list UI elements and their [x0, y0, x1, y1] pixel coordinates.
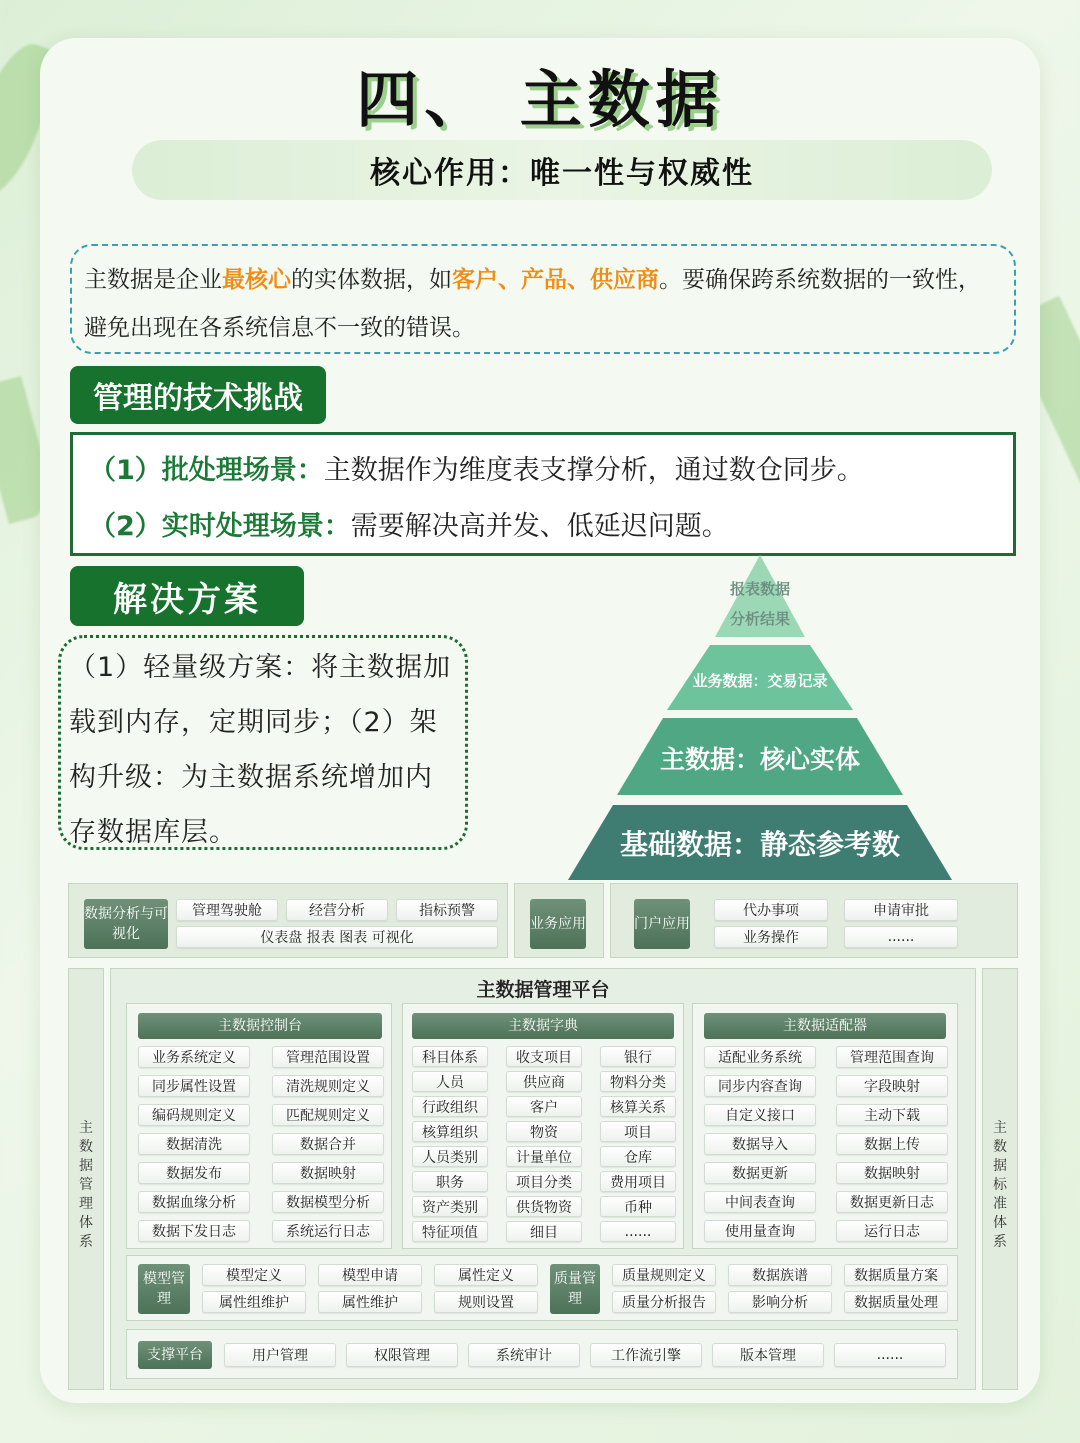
- adapter-item: 数据更新: [704, 1162, 816, 1184]
- analysis-item: 经营分析: [286, 899, 388, 921]
- data-pyramid: [560, 555, 960, 885]
- quality-item: 影响分析: [728, 1291, 832, 1313]
- intro-text: 主数据是企业: [84, 267, 222, 293]
- challenge-item: [89, 499, 997, 555]
- dict-item: 物资: [506, 1121, 582, 1142]
- dict-item: 核算关系: [600, 1096, 676, 1117]
- console-item: 匹配规则定义: [272, 1104, 384, 1126]
- challenge-key: （2）实时处理场景：: [89, 511, 351, 542]
- challenge-value: 需要解决高并发、低延迟问题。: [350, 511, 729, 542]
- left-side-label: 主数据管理体系: [79, 1120, 93, 1250]
- dict-item: 币种: [600, 1196, 676, 1217]
- support-item: 系统审计: [468, 1343, 580, 1367]
- solution-box: （1）轻量级方案：将主数据加载到内存，定期同步；（2）架构升级：为主数据系统增加内存数据库层。: [58, 635, 468, 850]
- adapter-item: 同步内容查询: [704, 1075, 816, 1097]
- dict-item: 特征项值: [412, 1221, 488, 1242]
- dict-item: 人员: [412, 1071, 488, 1092]
- quality-item: 质量分析报告: [612, 1291, 716, 1313]
- console-item: 数据血缘分析: [138, 1191, 250, 1213]
- console-item: 管理范围设置: [272, 1046, 384, 1068]
- intro-highlight: 客户、产品、供应商: [452, 267, 659, 293]
- dict-item: 人员类别: [412, 1146, 488, 1167]
- console-item: 业务系统定义: [138, 1046, 250, 1068]
- console-item: 数据发布: [138, 1162, 250, 1184]
- adapter-item: 中间表查询: [704, 1191, 816, 1213]
- portal-item: 业务操作: [714, 926, 828, 948]
- biz-label: 业务应用: [530, 899, 586, 949]
- challenge-tag: 管理的技术挑战: [70, 366, 326, 424]
- dict-item: 供应商: [506, 1071, 582, 1092]
- support-item: 版本管理: [712, 1343, 824, 1367]
- adapter-item: 适配业务系统: [704, 1046, 816, 1068]
- adapter-item: 运行日志: [836, 1220, 948, 1242]
- adapter-item: 数据上传: [836, 1133, 948, 1155]
- pyramid-label-analysis: 分析结果: [729, 609, 790, 628]
- intro-highlight: 最核心: [222, 267, 291, 293]
- dict-item: 行政组织: [412, 1096, 488, 1117]
- dict-item: 收支项目: [506, 1046, 582, 1067]
- platform-title: 主数据管理平台: [476, 979, 610, 1001]
- adapter-item: 数据映射: [836, 1162, 948, 1184]
- pyramid-label-report: 报表数据: [729, 579, 790, 598]
- dict-item: 职务: [412, 1171, 488, 1192]
- dict-item: 细目: [506, 1221, 582, 1242]
- challenge-box: [70, 432, 1016, 556]
- intro-text: 。要确保跨系统数据的一致性，避免出现在各系统信息不一致的错误。: [84, 267, 981, 341]
- model-item: 属性维护: [318, 1291, 422, 1313]
- dict-item: 项目分类: [506, 1171, 582, 1192]
- model-item: 模型申请: [318, 1264, 422, 1286]
- dict-item: 仓库: [600, 1146, 676, 1167]
- challenge-item: [89, 443, 997, 499]
- support-label: 支撑平台: [138, 1341, 212, 1369]
- model-item: 属性组维护: [202, 1291, 306, 1313]
- architecture-diagram: [68, 883, 1018, 1393]
- quality-item: 质量规则定义: [612, 1264, 716, 1286]
- support-item: 用户管理: [224, 1343, 336, 1367]
- model-label: 模型管理: [138, 1264, 190, 1314]
- console-item: 同步属性设置: [138, 1075, 250, 1097]
- console-item: 数据合并: [272, 1133, 384, 1155]
- console-item: 系统运行日志: [272, 1220, 384, 1242]
- adapter-item: 管理范围查询: [836, 1046, 948, 1068]
- console-item: 数据映射: [272, 1162, 384, 1184]
- console-item: 数据下发日志: [138, 1220, 250, 1242]
- intro-text: 的实体数据，如: [291, 267, 452, 293]
- model-item: 模型定义: [202, 1264, 306, 1286]
- support-item: 权限管理: [346, 1343, 458, 1367]
- adapter-item: 字段映射: [836, 1075, 948, 1097]
- pyramid-label-master: 主数据：核心实体: [659, 745, 860, 774]
- pyramid-label-business: 业务数据：交易记录: [692, 671, 828, 690]
- challenge-key: （1）批处理场景：: [89, 455, 324, 486]
- model-item: 规则设置: [434, 1291, 538, 1313]
- subtitle-bar: 核心作用：唯一性与权威性: [132, 140, 992, 200]
- console-title: 主数据控制台: [138, 1013, 382, 1039]
- analysis-item: 指标预警: [396, 899, 498, 921]
- portal-item: 代办事项: [714, 899, 828, 921]
- support-item: ......: [834, 1343, 946, 1367]
- right-side-label: 主数据标准体系: [993, 1120, 1007, 1250]
- dict-item: 资产类别: [412, 1196, 488, 1217]
- dict-item: 客户: [506, 1096, 582, 1117]
- adapter-item: 使用量查询: [704, 1220, 816, 1242]
- model-item: 属性定义: [434, 1264, 538, 1286]
- dict-item: 费用项目: [600, 1171, 676, 1192]
- adapter-item: 自定义接口: [704, 1104, 816, 1126]
- adapter-title: 主数据适配器: [704, 1013, 946, 1039]
- analysis-item: 仪表盘 报表 图表 可视化: [176, 926, 498, 948]
- page-title: 四、 主数据: [356, 63, 724, 136]
- adapter-item: 主动下载: [836, 1104, 948, 1126]
- adapter-item: 数据导入: [704, 1133, 816, 1155]
- portal-item: 申请审批: [844, 899, 958, 921]
- console-item: 清洗规则定义: [272, 1075, 384, 1097]
- dict-item: ......: [600, 1221, 676, 1242]
- quality-item: 数据质量方案: [844, 1264, 948, 1286]
- dict-item: 科目体系: [412, 1046, 488, 1067]
- pyramid-label-base: 基础数据：静态参考数: [619, 828, 900, 861]
- console-item: 数据模型分析: [272, 1191, 384, 1213]
- challenge-value: 主数据作为维度表支撑分析，通过数仓同步。: [323, 455, 864, 486]
- portal-item: ......: [844, 926, 958, 948]
- portal-label: 门户应用: [634, 899, 690, 949]
- analysis-label: 数据分析与可视化: [84, 899, 168, 949]
- intro-box: [70, 244, 1016, 354]
- dict-item: 核算组织: [412, 1121, 488, 1142]
- console-item: 编码规则定义: [138, 1104, 250, 1126]
- dict-item: 计量单位: [506, 1146, 582, 1167]
- dict-item: 项目: [600, 1121, 676, 1142]
- dict-item: 供货物资: [506, 1196, 582, 1217]
- analysis-item: 管理驾驶舱: [176, 899, 278, 921]
- console-item: 数据清洗: [138, 1133, 250, 1155]
- dict-title: 主数据字典: [412, 1013, 674, 1039]
- adapter-item: 数据更新日志: [836, 1191, 948, 1213]
- quality-label: 质量管理: [550, 1264, 600, 1314]
- support-item: 工作流引擎: [590, 1343, 702, 1367]
- quality-item: 数据族谱: [728, 1264, 832, 1286]
- quality-item: 数据质量处理: [844, 1291, 948, 1313]
- dict-item: 物料分类: [600, 1071, 676, 1092]
- solution-tag: 解决方案: [70, 566, 304, 626]
- dict-item: 银行: [600, 1046, 676, 1067]
